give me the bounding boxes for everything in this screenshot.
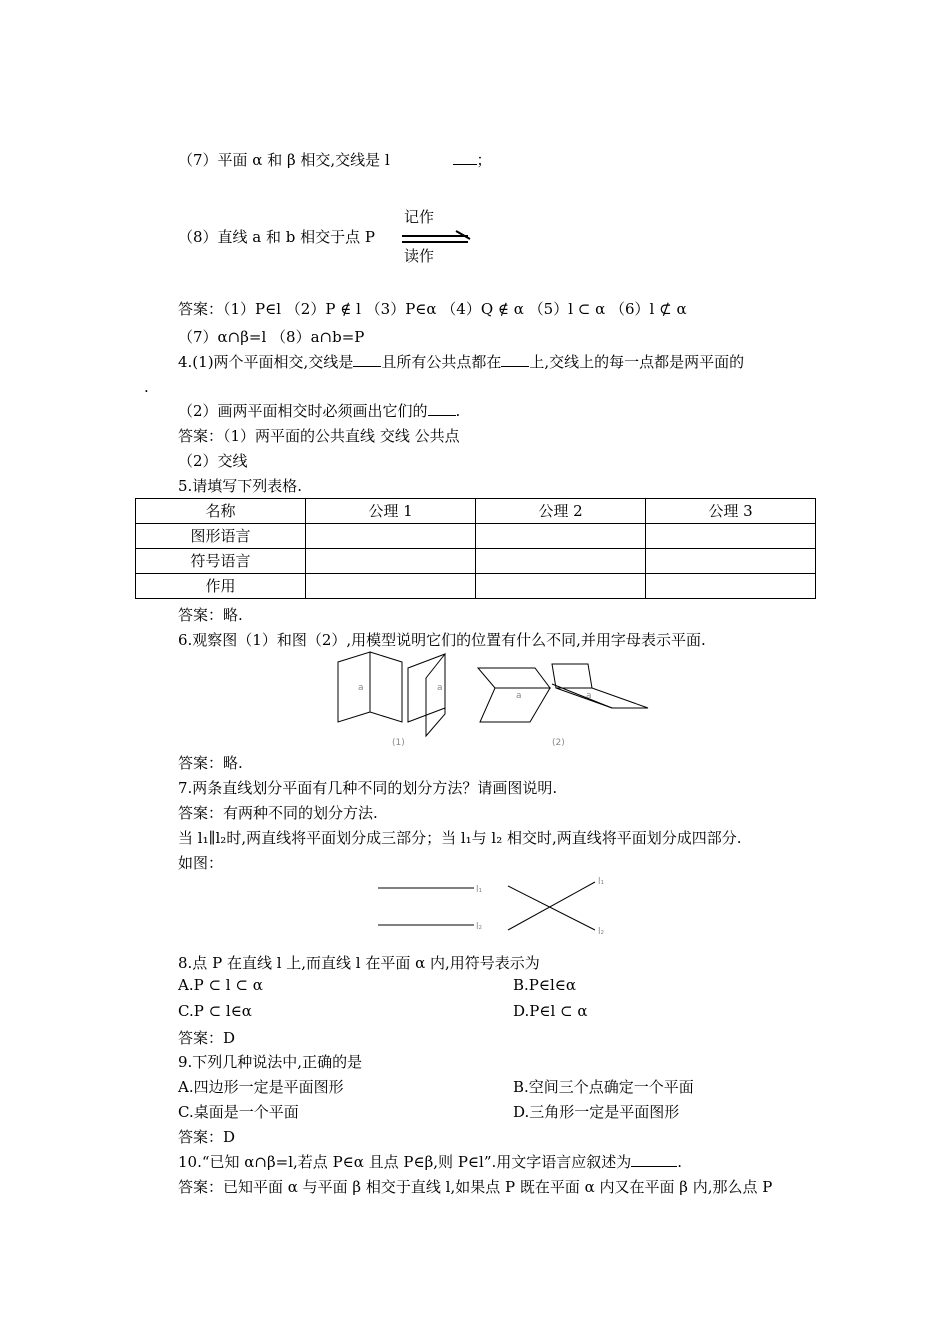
table-cell <box>306 524 476 549</box>
table-cell <box>306 574 476 599</box>
q10-end: . <box>677 1153 683 1171</box>
plane-label: a <box>358 683 364 693</box>
answer-8: 答案：D <box>178 1029 236 1047</box>
q10-text: 10.“已知 α∩β=l,若点 P∈α 且点 P∈β,则 P∈l”.用文字语言应叙述为 <box>178 1153 632 1171</box>
table-row <box>136 524 816 549</box>
answer-10: 答案：已知平面 α 与平面 β 相交于直线 l,如果点 P 既在平面 α 内又在平面 β 内,那么点 P <box>178 1178 773 1196</box>
q4b-text: （2）画两平面相交时必须画出它们的 <box>178 402 428 420</box>
q4-text-a: 4.(1)两个平面相交,交线是 <box>178 353 354 371</box>
plane-label: a <box>437 683 443 693</box>
question-10 <box>178 1152 682 1172</box>
planes-figure <box>330 650 660 750</box>
answer-7-line3: 如图： <box>178 854 224 872</box>
blank <box>501 352 529 367</box>
table-cell <box>646 574 816 599</box>
answer-5: 答案：略. <box>178 606 243 624</box>
answer-9: 答案：D <box>178 1128 236 1146</box>
axiom-table <box>135 498 816 599</box>
line-label: l₂ <box>476 922 483 932</box>
item-7-text: （7）平面 α 和 β 相交,交线是 l <box>178 151 390 169</box>
question-4-part1 <box>178 352 744 372</box>
table-row <box>136 574 816 599</box>
question-4-dot: . <box>144 378 149 396</box>
item-8: （8）直线 a 和 b 相交于点 P <box>178 228 376 246</box>
answer-7-line1: 答案：有两种不同的划分方法. <box>178 804 378 822</box>
table-cell <box>476 574 646 599</box>
arrow-label-bottom: 读作 <box>404 247 435 265</box>
table-row <box>136 549 816 574</box>
figure-2-caption: (2) <box>552 738 565 748</box>
answer-4-line2: （2）交线 <box>178 452 248 470</box>
answer-3-line1: 答案：（1）P∈l （2）P ∉ l （3）P∈α （4）Q ∉ α （5）l ⊂ α （6）l ⊄ α <box>178 300 687 318</box>
table-cell: 作用 <box>136 574 306 599</box>
table-cell <box>476 524 646 549</box>
line-label: l₂ <box>598 927 605 937</box>
table-header-cell: 公理 2 <box>476 499 646 524</box>
answer-7-line2: 当 l₁∥l₂时,两直线将平面划分成三部分；当 l₁与 l₂ 相交时,两直线将平面划分成四部分. <box>178 829 742 847</box>
option-b: B.空间三个点确定一个平面 <box>513 1078 694 1096</box>
table-header-cell: 公理 1 <box>306 499 476 524</box>
blank <box>353 352 381 367</box>
answer-6: 答案：略. <box>178 754 243 772</box>
plane-label: a <box>516 691 522 701</box>
plane-label: a <box>586 691 592 701</box>
item-7-end: ； <box>476 151 492 169</box>
arrow-label-top: 记作 <box>404 208 435 226</box>
q4-text-c: 上,交线上的每一点都是两平面的 <box>529 353 745 371</box>
double-arrow-icon <box>400 230 474 248</box>
option-c: C.桌面是一个平面 <box>178 1103 299 1121</box>
question-5: 5.请填写下列表格. <box>178 477 303 495</box>
blank <box>453 150 477 165</box>
figure-1-caption: (1) <box>392 738 405 748</box>
line-label: l₁ <box>476 885 483 895</box>
question-4-part2 <box>178 401 460 421</box>
answer-3-line2: （7）α∩β=l （8）a∩b=P <box>178 328 365 346</box>
question-6: 6.观察图（1）和图（2）,用模型说明它们的位置有什么不同,并用字母表示平面. <box>178 631 706 649</box>
blank <box>631 1152 677 1167</box>
table-cell <box>646 549 816 574</box>
option-d: D.三角形一定是平面图形 <box>513 1103 680 1121</box>
answer-4-line1: 答案：（1）两平面的公共直线 交线 公共点 <box>178 427 460 445</box>
table-header-cell: 公理 3 <box>646 499 816 524</box>
table-cell: 图形语言 <box>136 524 306 549</box>
table-cell <box>646 524 816 549</box>
option-a: A.四边形一定是平面图形 <box>178 1078 344 1096</box>
table-cell: 符号语言 <box>136 549 306 574</box>
q4-text-b: 且所有公共点都在 <box>381 353 502 371</box>
table-header-row <box>136 499 816 524</box>
option-b: B.P∈l∈α <box>513 976 577 994</box>
table-header-cell: 名称 <box>136 499 306 524</box>
lines-figure <box>370 870 620 940</box>
question-9: 9.下列几种说法中,正确的是 <box>178 1053 363 1071</box>
question-8: 8.点 P 在直线 l 上,而直线 l 在平面 α 内,用符号表示为 <box>178 954 540 972</box>
option-a: A.P ⊂ l ⊂ α <box>178 976 263 994</box>
question-7: 7.两条直线划分平面有几种不同的划分方法？请画图说明. <box>178 779 558 797</box>
option-c: C.P ⊂ l∈α <box>178 1002 252 1020</box>
blank <box>428 401 456 416</box>
option-d: D.P∈l ⊂ α <box>513 1002 588 1020</box>
table-cell <box>476 549 646 574</box>
line-label: l₁ <box>598 877 605 887</box>
table-cell <box>306 549 476 574</box>
q4b-end: . <box>455 402 461 420</box>
item-7 <box>178 150 492 170</box>
